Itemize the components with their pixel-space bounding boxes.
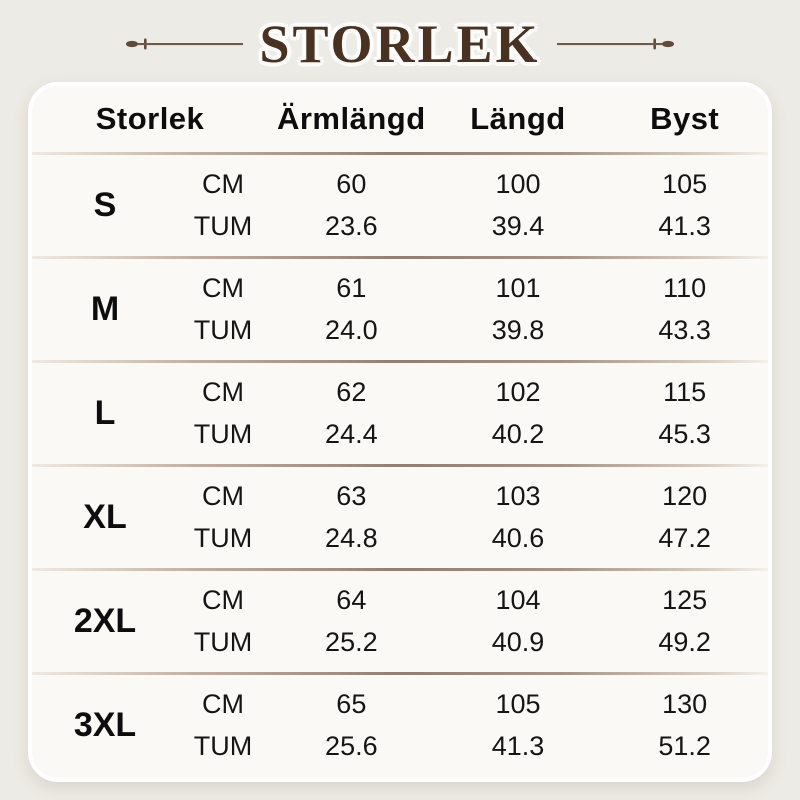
unit-label-cm: CM <box>202 584 244 615</box>
unit-label-cm: CM <box>202 272 244 303</box>
unit-label-tum: TUM <box>193 627 253 658</box>
size-table-card <box>28 82 772 782</box>
size-label: XL <box>83 498 127 536</box>
unit-label-tum: TUM <box>193 523 253 554</box>
unit-label-cm: CM <box>202 376 244 407</box>
byst-tum-value: 43.3 <box>658 315 711 346</box>
table-row <box>32 467 768 568</box>
armlangd-tum-value: 23.6 <box>325 211 378 242</box>
armlangd-tum-value: 24.4 <box>325 419 378 450</box>
unit-label-tum: TUM <box>193 211 253 242</box>
byst-cm-value: 105 <box>662 168 708 199</box>
armlangd-tum-value: 25.2 <box>325 627 378 658</box>
unit-label-cm: CM <box>202 168 244 199</box>
langd-tum-value: 40.6 <box>491 523 545 554</box>
page-title: STORLEK <box>259 14 541 74</box>
column-header-storlek: Storlek <box>95 101 205 136</box>
unit-label-cm: CM <box>202 480 244 511</box>
table-body <box>32 152 768 776</box>
langd-tum-value: 39.8 <box>491 315 545 346</box>
needle-right-icon <box>557 36 675 52</box>
byst-cm-value: 125 <box>662 584 708 615</box>
armlangd-cm-value: 62 <box>336 376 367 407</box>
armlangd-tum-value: 24.8 <box>325 523 378 554</box>
langd-tum-value: 41.3 <box>491 731 545 762</box>
table-row <box>32 363 768 464</box>
size-label: 2XL <box>73 602 137 640</box>
byst-cm-value: 115 <box>663 376 707 407</box>
table-header-row <box>32 86 768 152</box>
unit-label-tum: TUM <box>193 315 253 346</box>
armlangd-cm-value: 63 <box>336 480 367 511</box>
table-row <box>32 675 768 776</box>
unit-label-tum: TUM <box>193 731 253 762</box>
byst-tum-value: 45.3 <box>658 419 711 450</box>
armlangd-cm-value: 65 <box>336 688 367 719</box>
langd-tum-value: 40.2 <box>491 419 545 450</box>
armlangd-tum-value: 24.0 <box>325 315 378 346</box>
armlangd-cm-value: 60 <box>336 168 367 199</box>
langd-cm-value: 104 <box>495 584 541 615</box>
armlangd-cm-value: 64 <box>336 584 367 615</box>
langd-tum-value: 40.9 <box>491 627 545 658</box>
byst-tum-value: 51.2 <box>658 731 711 762</box>
langd-cm-value: 105 <box>495 688 541 719</box>
size-label: L <box>94 394 116 432</box>
unit-label-tum: TUM <box>193 419 253 450</box>
langd-tum-value: 39.4 <box>491 211 545 242</box>
unit-label-cm: CM <box>202 688 244 719</box>
size-label: 3XL <box>73 706 137 744</box>
table-row <box>32 259 768 360</box>
size-label: M <box>90 290 120 328</box>
table-row <box>32 155 768 256</box>
armlangd-tum-value: 25.6 <box>325 731 378 762</box>
table-row <box>32 571 768 672</box>
armlangd-cm-value: 61 <box>336 272 367 303</box>
column-header-armlangd: Ärmlängd <box>276 101 426 136</box>
langd-cm-value: 100 <box>495 168 541 199</box>
langd-cm-value: 103 <box>495 480 541 511</box>
size-label: S <box>93 186 117 224</box>
byst-cm-value: 130 <box>662 688 708 719</box>
byst-tum-value: 49.2 <box>658 627 711 658</box>
byst-tum-value: 41.3 <box>658 211 711 242</box>
byst-cm-value: 120 <box>662 480 708 511</box>
title-banner <box>0 0 800 82</box>
column-header-langd: Längd <box>470 101 566 136</box>
column-header-byst: Byst <box>650 101 720 136</box>
needle-left-icon <box>125 36 243 52</box>
byst-cm-value: 110 <box>663 272 707 303</box>
langd-cm-value: 102 <box>495 376 541 407</box>
langd-cm-value: 101 <box>495 272 541 303</box>
byst-tum-value: 47.2 <box>658 523 711 554</box>
